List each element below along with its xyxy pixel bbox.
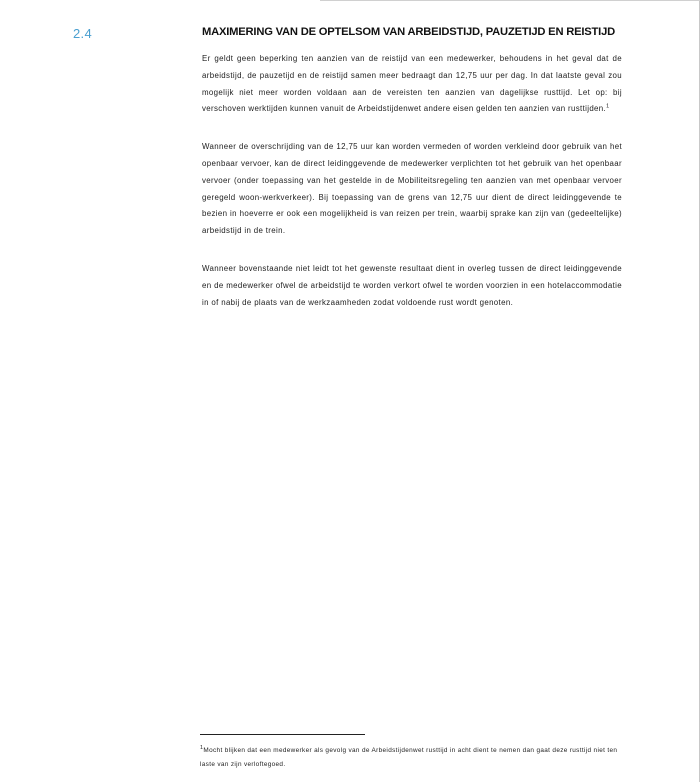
paragraph-text: Er geldt geen beperking ten aanzien van de reistijd van een medewerker, behoudens in het geval dat de arbeidstijd, de pauzetijd en de reistijd samen meer bedraagt dan 12,75 uur per dag. In dat laatste geval zou mogelijk niet meer worden voldaan aan de vereisten ten aanzien van dagelijkse rusttijd. Let op: bij verschoven werktijden kunnen vanuit de Arbeidstijdenwet andere eisen gelden ten aanzien van rusttijden. [202,54,622,114]
section-title: MAXIMERING VAN DE OPTELSOM VAN ARBEIDSTIJD, PAUZETIJD EN REISTIJD [202,26,615,38]
paragraph-overleg: Wanneer bovenstaande niet leidt tot het gewenste resultaat dient in overleg tussen de direct leidinggevende en de medewerker ofwel de arbeidstijd te worden verkort ofwel te worden voorzien in een hotelaccommodatie in of nabij de plaats van de werkzaamheden zodat voldoende rust wordt genoten. [202,263,622,307]
paragraph-openbaar-vervoer: Wanneer de overschrijding van de 12,75 uur kan worden vermeden of worden verkleind door gebruik van het openbaar vervoer, kan de direct leidinggevende de medewerker verplichten tot het gebruik van het openbaar vervoer (onder toepassing van het gestelde in de Mobiliteitsregeling ten aanzien van met openbaar vervoer geregeld woon-werkverkeer). Bij toepassing van de grens van 12,75 uur dient de direct leidinggevende te bezien in hoeverre er ook een mogelijkheid is van reizen per trein, waarbij sprake kan zijn van (gedeeltelijke) arbeidstijd in de trein. [202,142,622,236]
paragraph-reistijd [202,51,622,118]
footnote-reference: 1 [606,103,610,110]
section-number: 2.4 [73,26,92,41]
section-body [202,51,622,332]
footnote [200,744,620,772]
footnote-marker: 1 [200,744,204,751]
page-edge-top [320,0,700,1]
footnote-text: Mocht blijken dat een medewerker als gevolg van de Arbeidstijdenwet rusttijd in acht dient te nemen dan gaat deze rusttijd niet ten laste van zijn verloftegoed. [200,747,618,768]
footnote-separator [200,734,365,735]
